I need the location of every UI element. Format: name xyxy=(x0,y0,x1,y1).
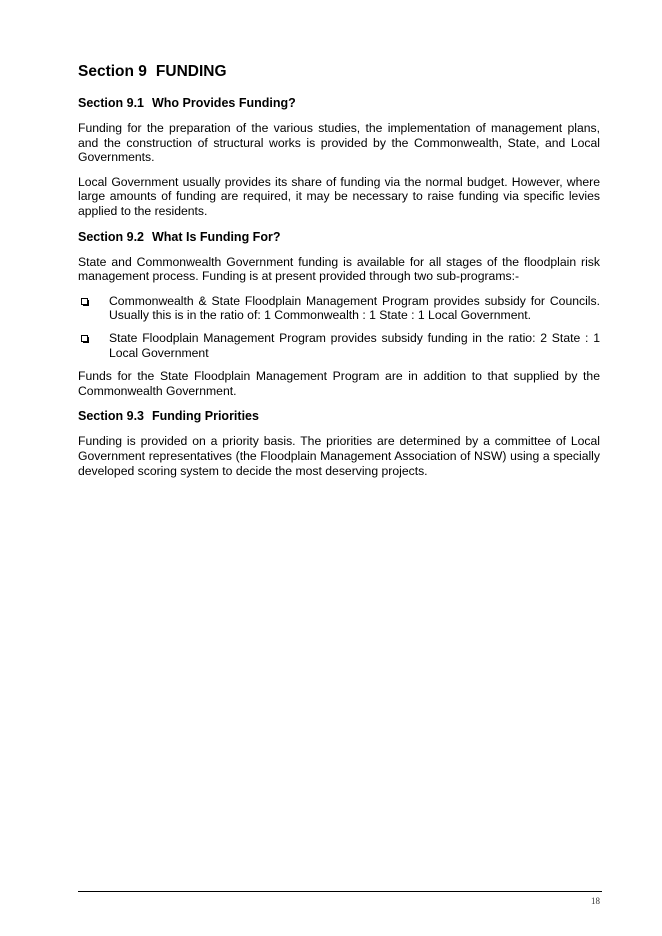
subsection-heading-9-2 xyxy=(78,229,600,245)
list-item xyxy=(78,294,600,323)
paragraph: Funding for the preparation of the various studies, the implementation of management plans, and the construction of structural works is provided by the Commonwealth, State, and Local Governments. xyxy=(78,121,600,165)
list-item xyxy=(78,331,600,360)
checkbox-bullet-icon xyxy=(81,298,88,305)
subsection-number: Section 9.1 xyxy=(78,96,144,110)
subsection-title: Funding Priorities xyxy=(152,409,259,424)
paragraph: Local Government usually provides its share of funding via the normal budget. However, where large amounts of funding are required, it may be necessary to raise funding via specific levies applied to the residents. xyxy=(78,174,600,218)
section-title: FUNDING xyxy=(155,63,227,80)
footer-divider xyxy=(78,891,602,892)
list-item-text: State Floodplain Management Program provides subsidy funding in the ratio: 2 State : 1 Local Government xyxy=(109,330,600,360)
subsection-title: Who Provides Funding? xyxy=(152,96,296,110)
paragraph: Funding is provided on a priority basis. The priorities are determined by a committee of Local Government representatives (the Floodplain Management Association of NSW) using a specially developed scoring system to decide the most deserving projects. xyxy=(78,434,600,478)
section-heading xyxy=(78,62,600,82)
paragraph: State and Commonwealth Government funding is available for all stages of the floodplain risk management process. Funding is at present provided through two sub-programs:- xyxy=(78,254,600,284)
section-number: Section 9 xyxy=(78,63,147,80)
page-number: 18 xyxy=(591,896,600,906)
subsection-heading-9-3 xyxy=(78,408,600,424)
checkbox-bullet-icon xyxy=(81,335,88,342)
list-item-text: Commonwealth & State Floodplain Management Program provides subsidy for Councils. Usually this is in the ratio of: 1 Commonwealth : 1 State : 1 Local Government. xyxy=(109,293,600,323)
subsection-number: Section 9.2 xyxy=(78,229,144,244)
paragraph: Funds for the State Floodplain Management Program are in addition to that supplied by the Commonwealth Government. xyxy=(78,369,600,398)
page-content xyxy=(78,62,600,488)
subsection-title: What Is Funding For? xyxy=(152,229,281,244)
subsection-number: Section 9.3 xyxy=(78,409,144,424)
subsection-heading-9-1 xyxy=(78,95,600,111)
bullet-list xyxy=(78,294,600,360)
